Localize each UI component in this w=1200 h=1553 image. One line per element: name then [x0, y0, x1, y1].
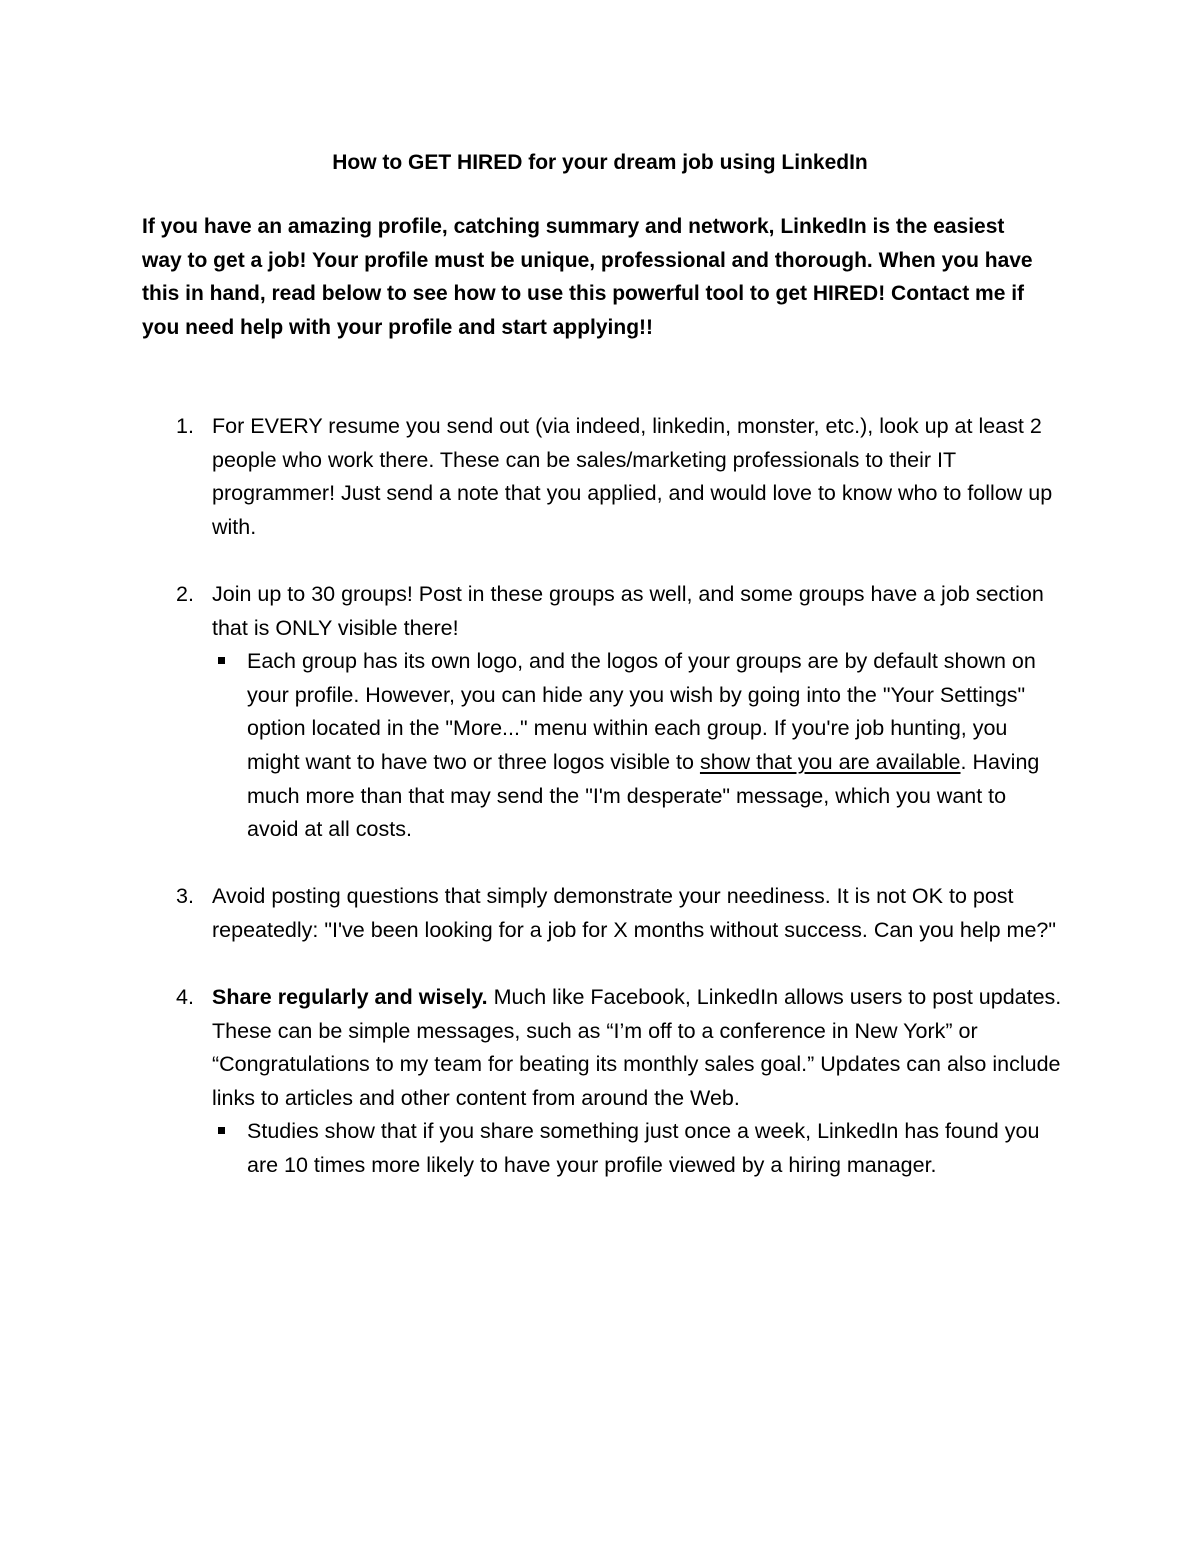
- list-number: 3.: [176, 884, 194, 909]
- list-item: [0, 410, 1200, 544]
- bold-lead: Share regularly and wisely.: [212, 985, 488, 1010]
- list-item-content: [212, 578, 1062, 847]
- square-bullet-icon: [218, 645, 225, 679]
- list-item-text: Join up to 30 groups! Post in these groups as well, and some groups have a job section that is ONLY visible there!: [212, 581, 1044, 640]
- sub-bullet-text-before: Each group has its own logo, and the logos of your groups are by default shown on your profile. However, you can hide any you wish by going into the "Your Settings" option located in the "More..." menu within each group. If you're job hunting, you might want to have two or three logos visible to: [247, 649, 1036, 774]
- list-number: 4.: [176, 985, 194, 1010]
- tips-list: [0, 410, 1200, 1216]
- underlined-phrase: show that you are available: [699, 749, 961, 774]
- document-title: How to GET HIRED for your dream job using LinkedIn: [332, 151, 868, 174]
- sub-bullet-text: Studies show that if you share something just once a week, LinkedIn has found you are 10 times more likely to have your profile viewed by a hiring manager.: [247, 1119, 1040, 1178]
- sub-bullet-text-after: . Having much more than that may send the "I'm desperate" message, which you want to avoid at all costs.: [247, 749, 1040, 842]
- list-item-text: For EVERY resume you send out (via indeed, linkedin, monster, etc.), look up at least 2 people who work there. These can be sales/marketing professionals to their IT programmer! Just send a note that you applied, and would love to know who to follow up with.: [212, 414, 1053, 539]
- list-number: 2.: [176, 581, 194, 606]
- list-number: 1.: [176, 414, 194, 438]
- list-item-content: [212, 981, 1062, 1183]
- square-bullet-icon: [218, 1115, 225, 1149]
- list-item: [0, 578, 1200, 847]
- intro-paragraph: If you have an amazing profile, catching summary and network, LinkedIn is the easiest way to get a job! Your profile must be unique, professional and thorough. When you have this in hand, read below to see how to use this powerful tool to get HIRED! Contact me if you need help with your profile and start applying!!: [142, 215, 1033, 339]
- list-item: [0, 880, 1200, 947]
- sub-bullet-item: [247, 645, 1062, 847]
- list-item-text: Much like Facebook, LinkedIn allows users to post updates. These can be simple messages, such as “I’m off to a conference in New York” or “Congratulations to my team for beating its monthly sales goal.” Updates can also include links to articles and other content from around the Web.: [212, 985, 1062, 1110]
- sub-bullet-item: [247, 1115, 1062, 1182]
- list-item-text: Avoid posting questions that simply demonstrate your neediness. It is not OK to post repeatedly: "I've been looking for a job for X months without success. Can you help me?": [212, 884, 1057, 942]
- list-item-paragraph: [212, 981, 1062, 1115]
- list-item: [0, 981, 1200, 1183]
